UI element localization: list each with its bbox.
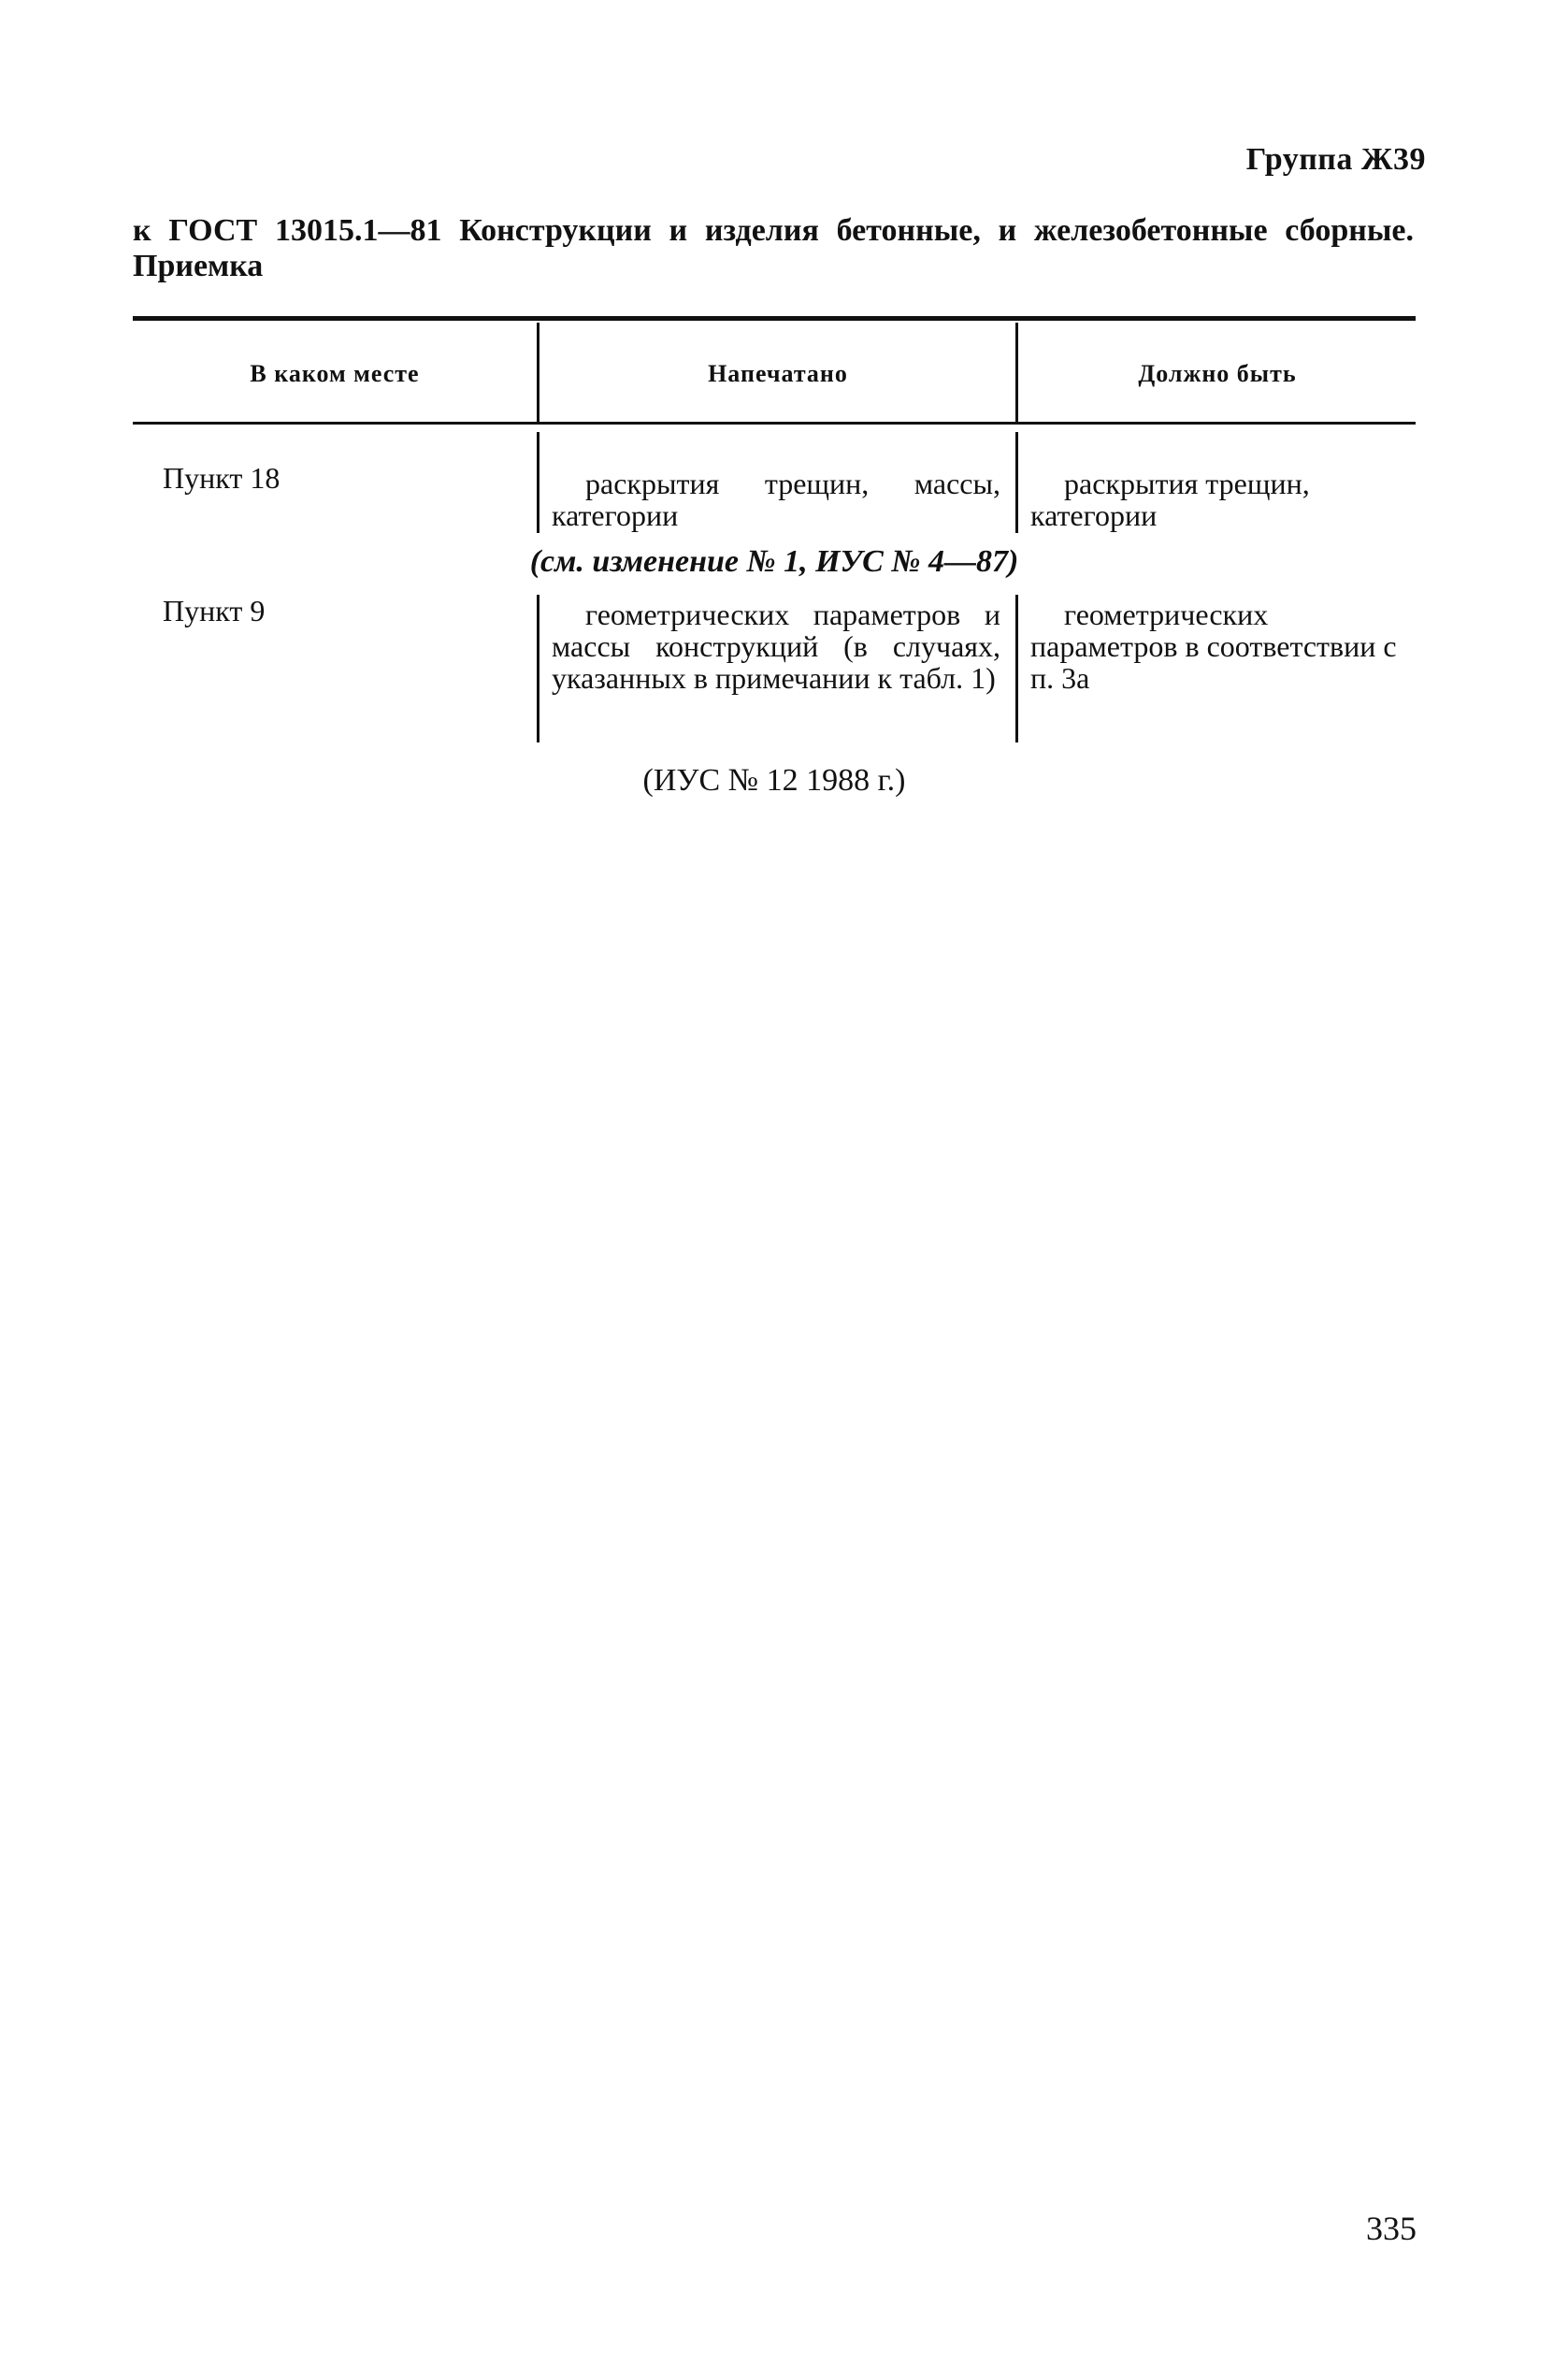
row-place: Пункт 9 (163, 594, 266, 627)
row-should-be: раскрытия трещин, категории (1030, 467, 1310, 532)
table-top-rule (133, 316, 1416, 321)
column-header-should-be: Должно быть (1138, 360, 1297, 387)
header-divider-right (1015, 323, 1018, 422)
header-divider-left (537, 323, 539, 422)
row-divider-right (1015, 432, 1018, 533)
row-divider-right (1015, 595, 1018, 742)
column-header-printed: Напечатано (708, 360, 848, 387)
row-divider-left (537, 432, 539, 533)
table-header-rule (133, 422, 1416, 425)
row-printed: раскрытия трещин, массы, категории (552, 467, 1000, 532)
document-title: к ГОСТ 13015.1—81 Конструкции и изделия бетонные, и железобетонные сборные. Приемка (133, 213, 1414, 283)
column-header-place: В каком месте (250, 360, 420, 387)
row-printed: геометрических параметров и массы конструкций (в случаях, указанных в примечании к табл. 1) (552, 598, 1000, 695)
row-divider-left (537, 595, 539, 742)
source-note: (ИУС № 12 1988 г.) (642, 763, 906, 798)
row-place: Пункт 18 (163, 461, 281, 495)
row-should-be: геометрических параметров в соответствии с п. 3а (1030, 598, 1397, 695)
amendment-note: (см. изменение № 1, ИУС № 4—87) (529, 544, 1019, 579)
page-number: 335 (1366, 2210, 1417, 2247)
group-label: Группа Ж39 (1245, 142, 1426, 177)
